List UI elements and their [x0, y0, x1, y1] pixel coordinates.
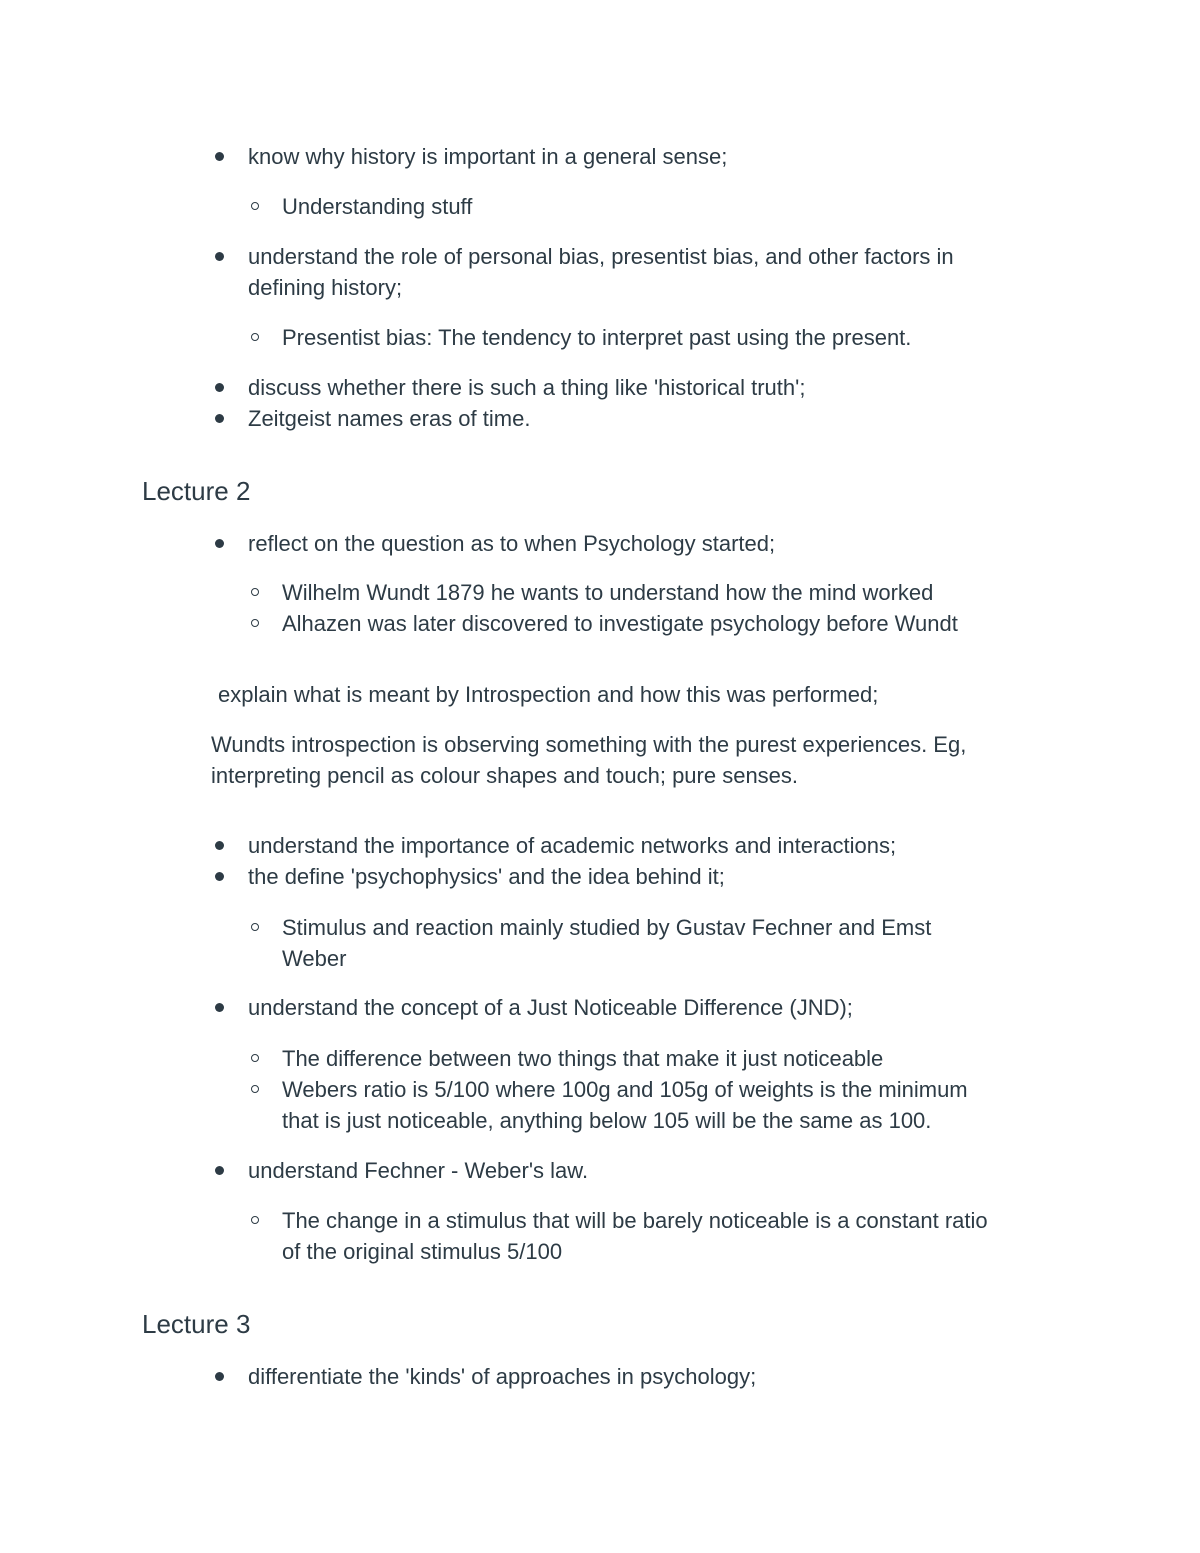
list-item: the define 'psychophysics' and the idea behind it;	[248, 864, 725, 889]
bullet-circle-icon	[251, 202, 259, 210]
sub-list-item: Webers ratio is 5/100 where 100g and 105g of weights is the minimum	[282, 1077, 968, 1102]
bullet-circle-icon	[251, 1085, 259, 1093]
sub-list-item: Wilhelm Wundt 1879 he wants to understand how the mind worked	[282, 580, 934, 605]
list-item-continuation: defining history;	[248, 275, 403, 300]
list-item: Zeitgeist names eras of time.	[248, 406, 531, 431]
list-item: differentiate the 'kinds' of approaches in psychology;	[248, 1364, 757, 1389]
bullet-circle-icon	[251, 588, 259, 596]
list-item: understand the importance of academic networks and interactions;	[248, 833, 897, 858]
sub-list-item-continuation: of the original stimulus 5/100	[282, 1239, 563, 1264]
paragraph: Wundts introspection is observing something with the purest experiences. Eg,	[211, 732, 967, 757]
sub-list-item: The change in a stimulus that will be barely noticeable is a constant ratio	[282, 1208, 988, 1233]
bullet-circle-icon	[251, 1216, 259, 1224]
bullet-disc-icon	[215, 1372, 224, 1381]
bullet-disc-icon	[215, 841, 224, 850]
sub-list-item: Stimulus and reaction mainly studied by Gustav Fechner and Emst	[282, 915, 932, 940]
list-item: understand the role of personal bias, presentist bias, and other factors in	[248, 244, 954, 269]
bullet-disc-icon	[215, 872, 224, 881]
sub-list-item: Presentist bias: The tendency to interpret past using the present.	[282, 325, 912, 350]
bullet-disc-icon	[215, 252, 224, 261]
sub-list-item: Alhazen was later discovered to investigate psychology before Wundt	[282, 611, 958, 636]
bullet-disc-icon	[215, 383, 224, 392]
section-heading: Lecture 2	[142, 476, 251, 506]
sub-list-item-continuation: that is just noticeable, anything below 105 will be the same as 100.	[282, 1108, 932, 1133]
bullet-disc-icon	[215, 1166, 224, 1175]
list-item: discuss whether there is such a thing like 'historical truth';	[248, 375, 806, 400]
section-heading: Lecture 3	[142, 1309, 251, 1339]
bullet-disc-icon	[215, 414, 224, 423]
list-item: understand the concept of a Just Noticeable Difference (JND);	[248, 995, 853, 1020]
sub-list-item: The difference between two things that make it just noticeable	[282, 1046, 884, 1071]
sub-list-item: Understanding stuff	[282, 194, 473, 219]
bullet-disc-icon	[215, 1003, 224, 1012]
list-item: know why history is important in a general sense;	[248, 144, 728, 169]
paragraph-continuation: interpreting pencil as colour shapes and touch; pure senses.	[211, 763, 799, 788]
paragraph: explain what is meant by Introspection and how this was performed;	[218, 682, 879, 707]
list-item: reflect on the question as to when Psychology started;	[248, 531, 776, 556]
sub-list-item-continuation: Weber	[282, 946, 347, 971]
bullet-circle-icon	[251, 619, 259, 627]
bullet-circle-icon	[251, 1054, 259, 1062]
list-item: understand Fechner - Weber's law.	[248, 1158, 589, 1183]
bullet-circle-icon	[251, 333, 259, 341]
bullet-circle-icon	[251, 923, 259, 931]
bullet-disc-icon	[215, 152, 224, 161]
bullet-disc-icon	[215, 539, 224, 548]
